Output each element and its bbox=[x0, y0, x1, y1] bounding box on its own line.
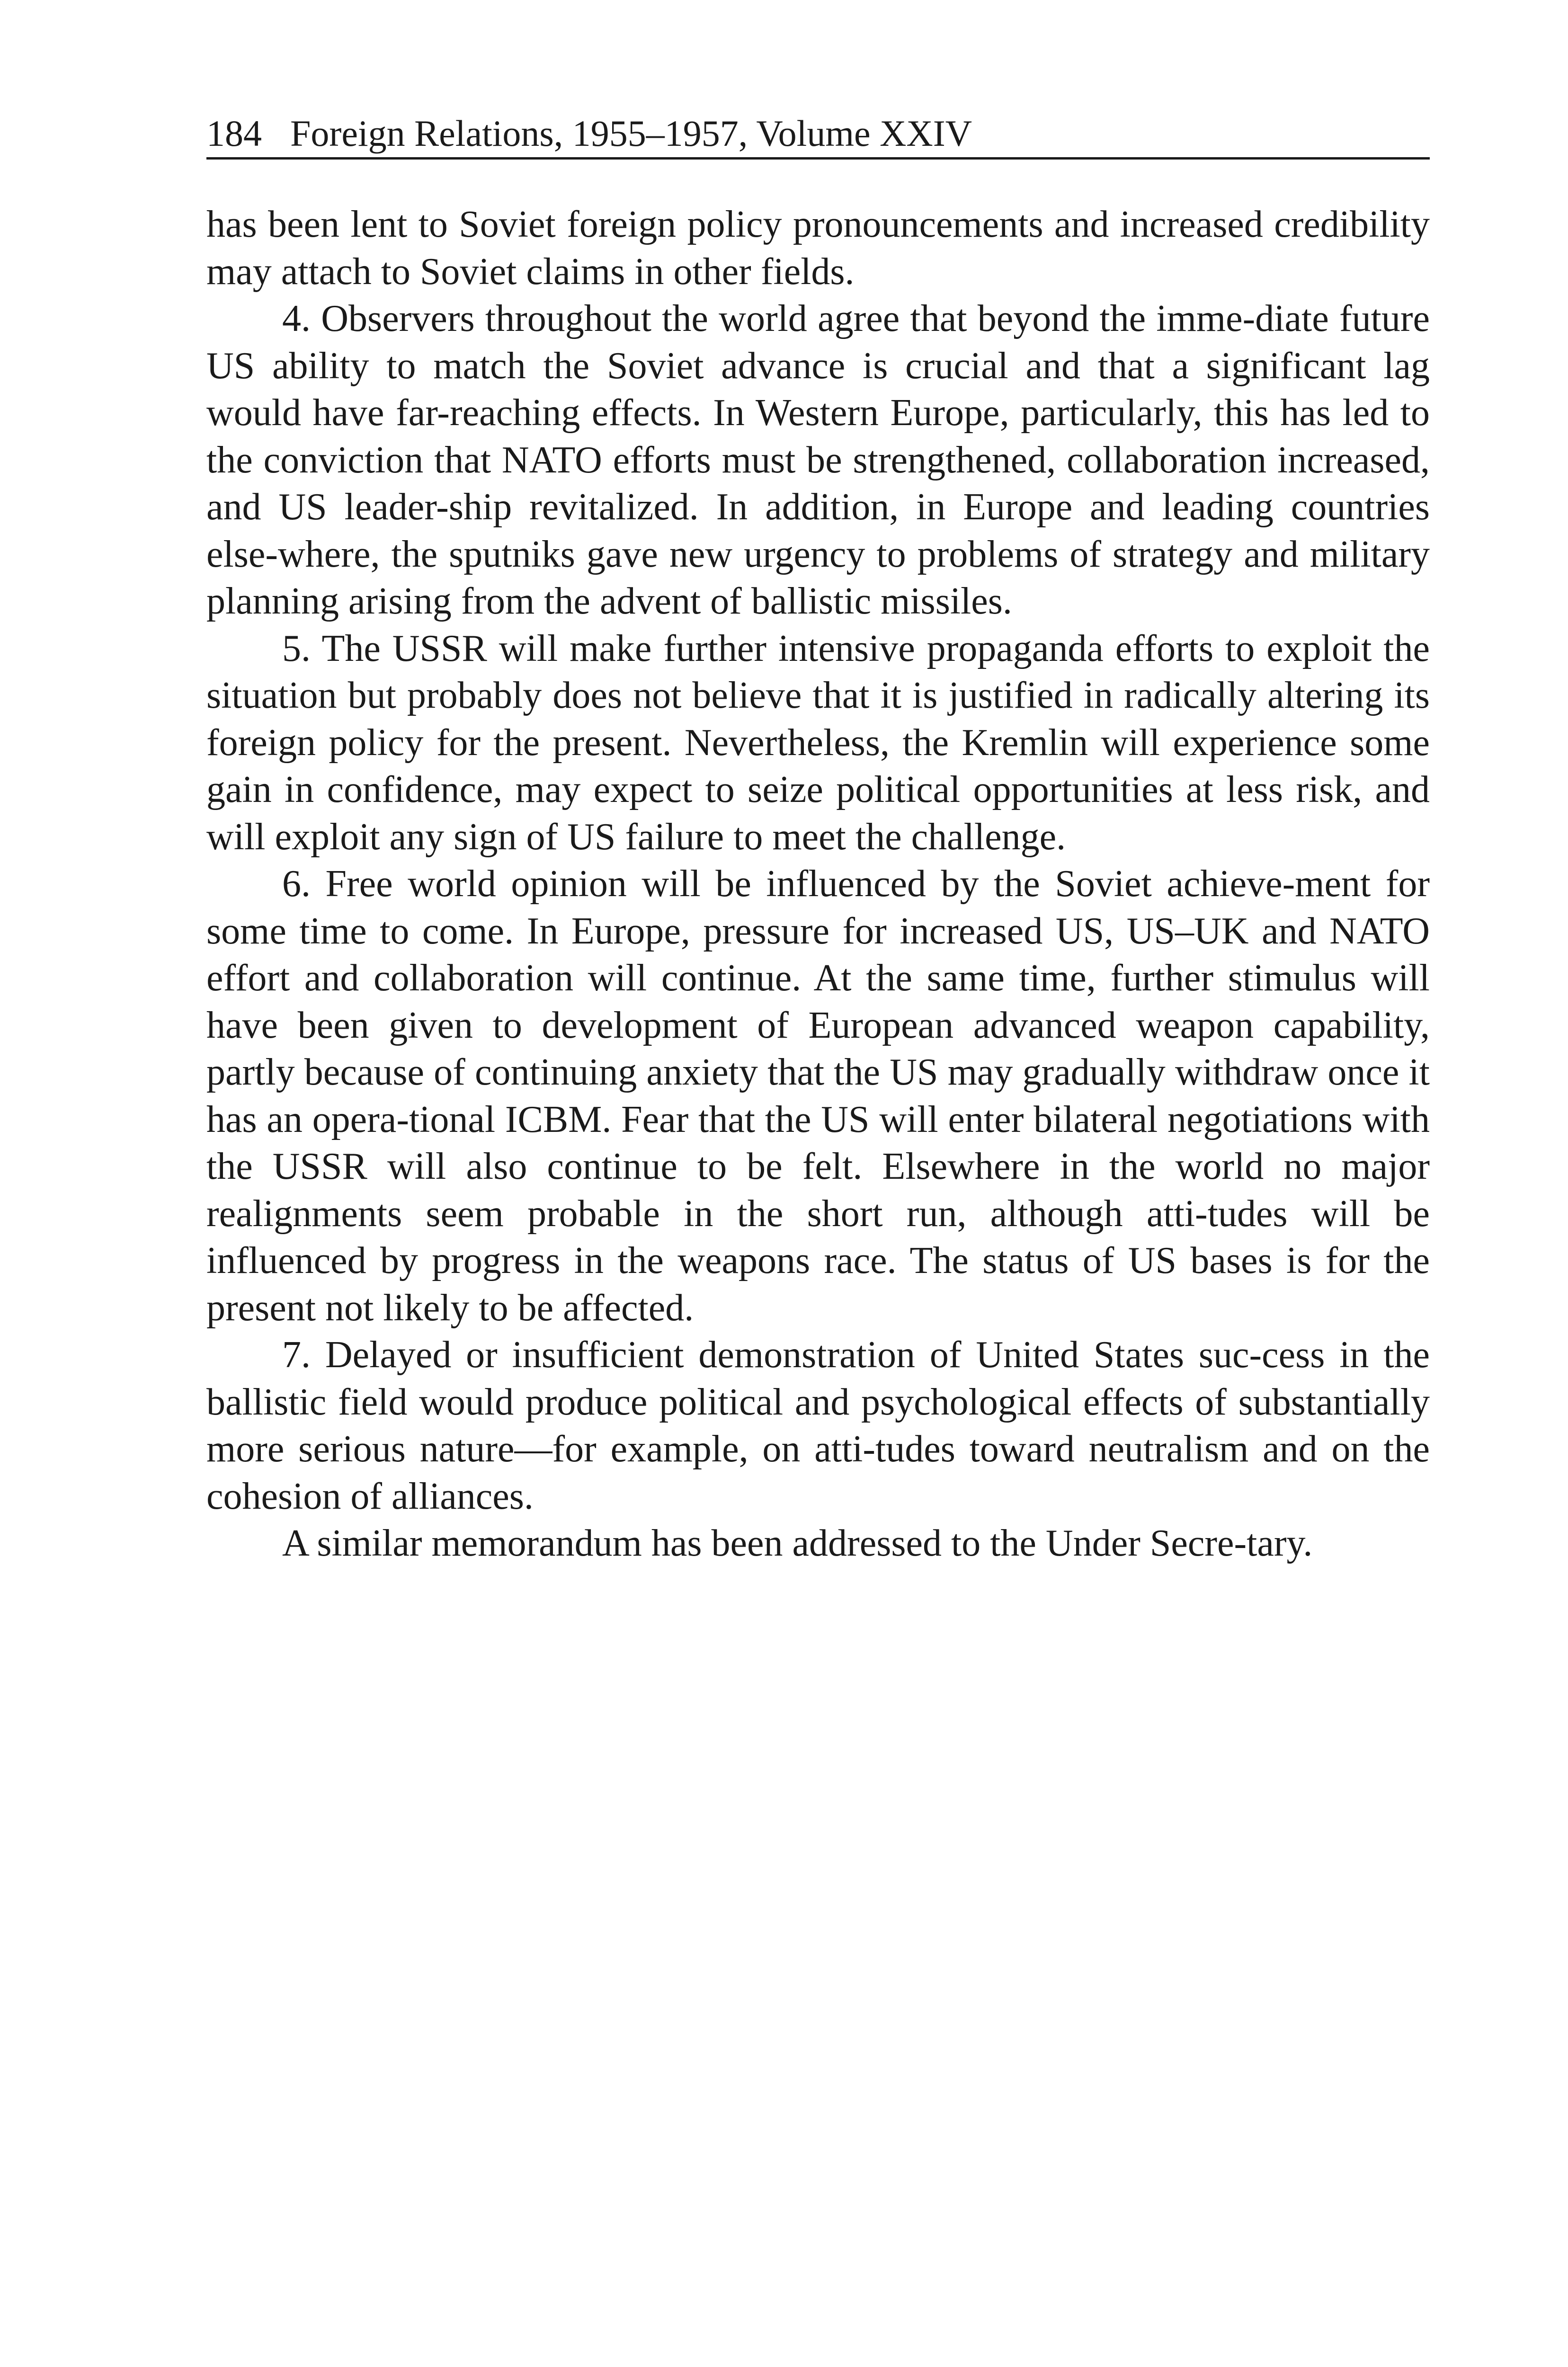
paragraph-closing-note: A similar memorandum has been addressed to the Under Secre-tary. bbox=[282, 1522, 1313, 1564]
book-title: Foreign Relations, 1955–1957, Volume XXIV bbox=[290, 113, 972, 154]
paragraph-6: 6. Free world opinion will be influenced by the Soviet achieve-ment for some time to come. In Europe, pressure for increased US, US–UK and NATO effort and collaboration will continue. At the same time, further stimulus will have been given to development of European advanced weapon capability, partly because of continuing anxiety that the US may gradually withdraw once it has an opera-tional ICBM. Fear that the US will enter bilateral negotiations with the USSR will also continue to be felt. Elsewhere in the world no major realignments seem probable in the short run, although atti-tudes will be influenced by progress in the weapons race. The status of US bases is for the present not likely to be affected. bbox=[206, 863, 1430, 1329]
paragraph-7: 7. Delayed or insufficient demonstration of United States suc-cess in the ballistic field would produce political and psychological effects of substantially more serious nature—for example, on atti-tudes toward neutralism and on the cohesion of alliances. bbox=[206, 1334, 1430, 1517]
paragraph-5: 5. The USSR will make further intensive propaganda efforts to exploit the situation but probably does not believe that it is justified in radically altering its foreign policy for the present. Nevertheless, the Kremlin will experience some gain in confidence, may expect to seize political opportunities at less risk, and will exploit any sign of US failure to meet the challenge. bbox=[206, 627, 1430, 858]
body-text bbox=[206, 201, 1430, 1567]
page-number: 184 bbox=[206, 113, 262, 154]
paragraph-continuation: has been lent to Soviet foreign policy pronouncements and increased credibility may attach to Soviet claims in other fields. bbox=[206, 204, 1430, 293]
running-head bbox=[206, 110, 1430, 160]
paragraph-4: 4. Observers throughout the world agree that beyond the imme-diate future US ability to match the Soviet advance is crucial and that a significant lag would have far-reaching effects. In Western Europe, particularly, this has led to the conviction that NATO efforts must be strengthened, collaboration increased, and US leader-ship revitalized. In addition, in Europe and leading countries else-where, the sputniks gave new urgency to problems of strategy and military planning arising from the advent of ballistic missiles. bbox=[206, 298, 1430, 622]
